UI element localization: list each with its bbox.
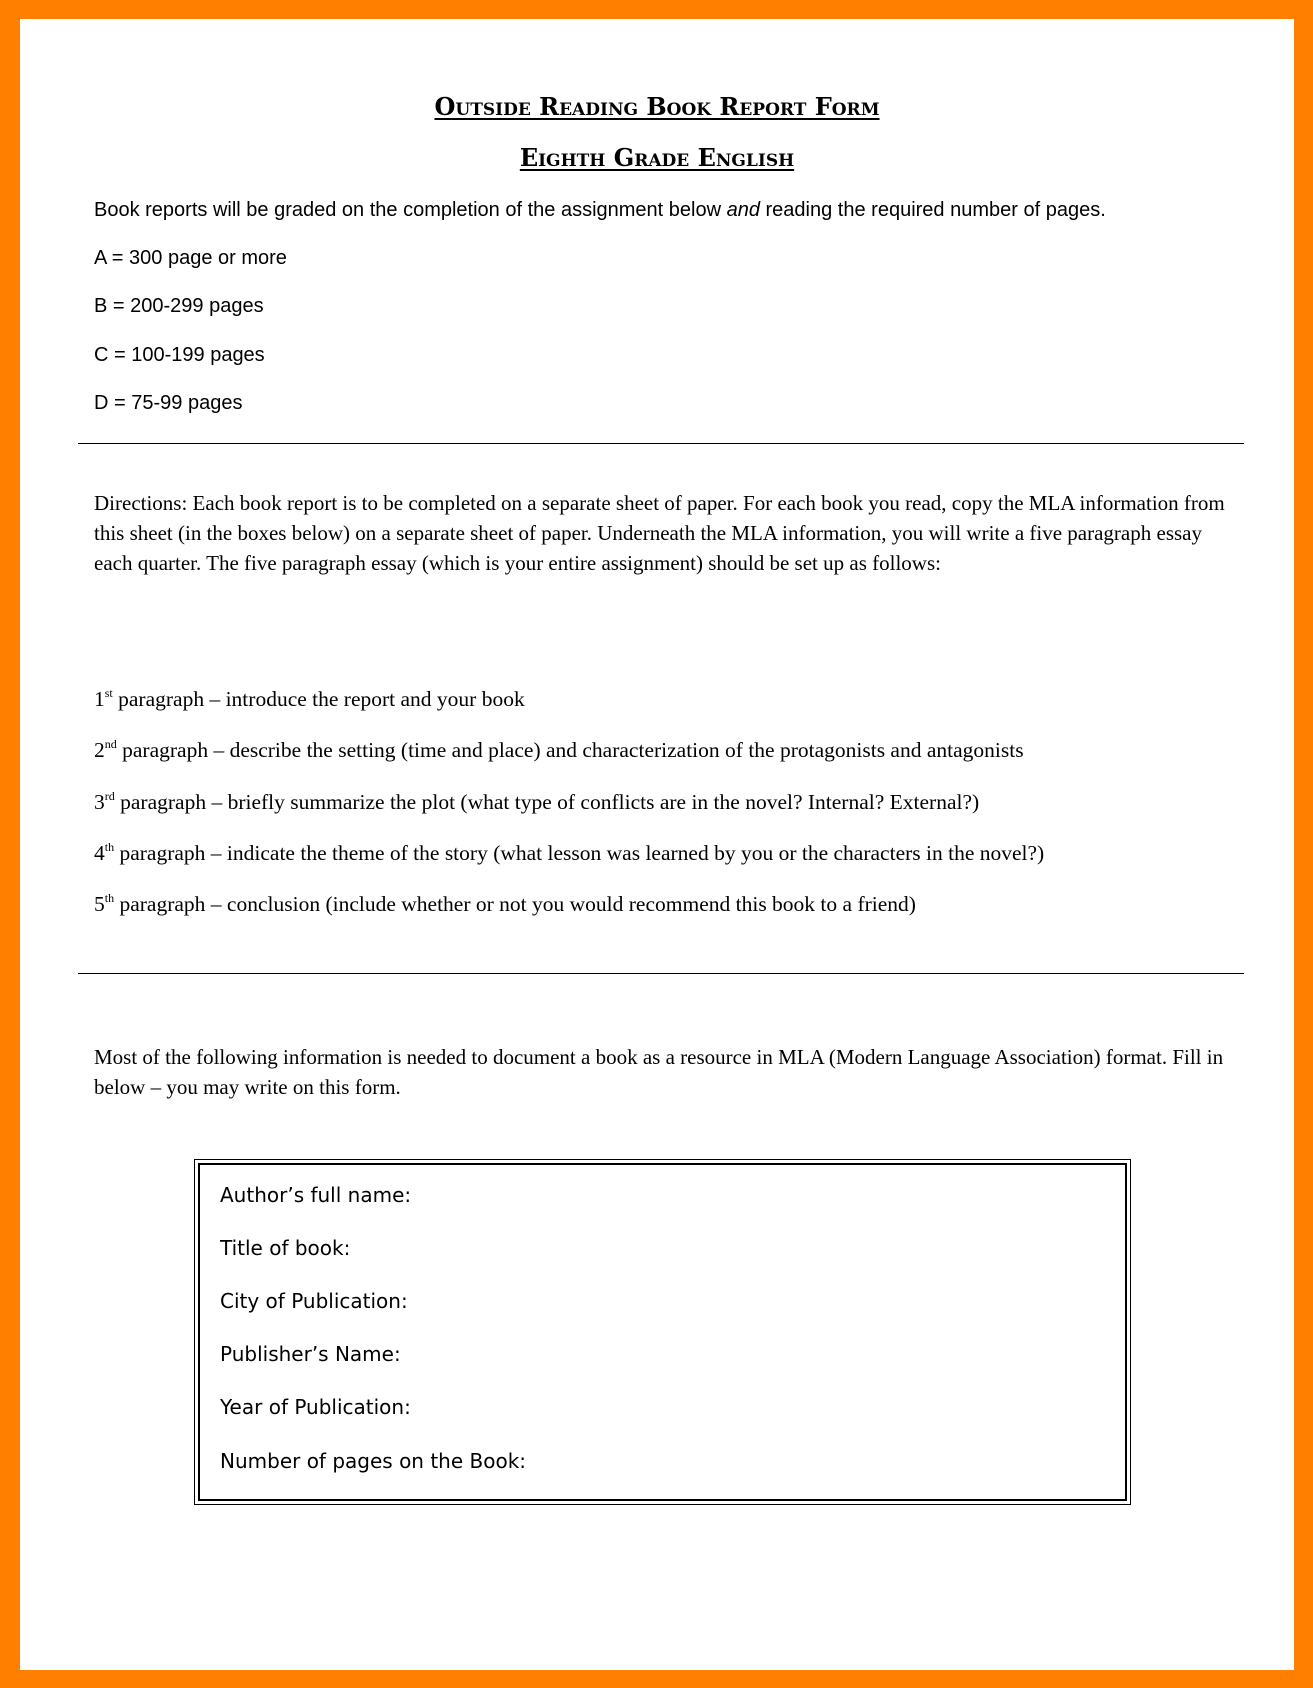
paragraph-item-3: 3rd paragraph – briefly summarize the plot (what type of conflicts are in the novel? Internal? External?) [94,789,980,814]
grade-d: D = 75-99 pages [94,392,243,414]
paragraph-item-2: 2nd paragraph – describe the setting (time and place) and characterization of the protagonists and antagonists [94,737,1024,762]
field-number-of-pages[interactable]: Number of pages on the Book: [220,1449,527,1473]
paragraph-item-1: 1st paragraph – introduce the report and your book [94,686,525,711]
field-author-name[interactable]: Author’s full name: [220,1183,412,1207]
grading-intro: Book reports will be graded on the completion of the assignment below and reading the required number of pages. [94,199,1106,221]
paragraph-item-5: 5th paragraph – conclusion (include whether or not you would recommend this book to a friend) [94,891,916,916]
form-subtitle: Eighth Grade English [519,143,795,172]
mla-intro-text: Most of the following information is needed to document a book as a resource in MLA (Modern Language Association) format. Fill in below – you may write on this form. [94,1045,1224,1099]
divider-2 [78,973,1244,974]
mla-info-box-inner [198,1163,1127,1501]
grade-a: A = 300 page or more [94,247,287,269]
paragraph-item-4: 4th paragraph – indicate the theme of the story (what lesson was learned by you or the characters in the novel?) [94,840,1045,865]
mla-info-box [194,1159,1131,1505]
form-title: Outside Reading Book Report Form [434,92,880,121]
grade-b: B = 200-299 pages [94,295,264,317]
field-book-title[interactable]: Title of book: [220,1236,351,1260]
grade-c: C = 100-199 pages [94,344,265,366]
field-year-of-publication[interactable]: Year of Publication: [220,1395,411,1419]
field-publisher-name[interactable]: Publisher’s Name: [220,1342,401,1366]
divider-1 [78,443,1244,444]
document-page [20,19,1294,1670]
field-city-of-publication[interactable]: City of Publication: [220,1289,408,1313]
directions-text: Directions: Each book report is to be completed on a separate sheet of paper. For each book you read, copy the MLA information from this sheet (in the boxes below) on a separate sheet of paper. Underneath the MLA information, you will write a five paragraph essay each quarter. The five paragraph essay (which is your entire assignment) should be set up as follows: [94,491,1225,575]
